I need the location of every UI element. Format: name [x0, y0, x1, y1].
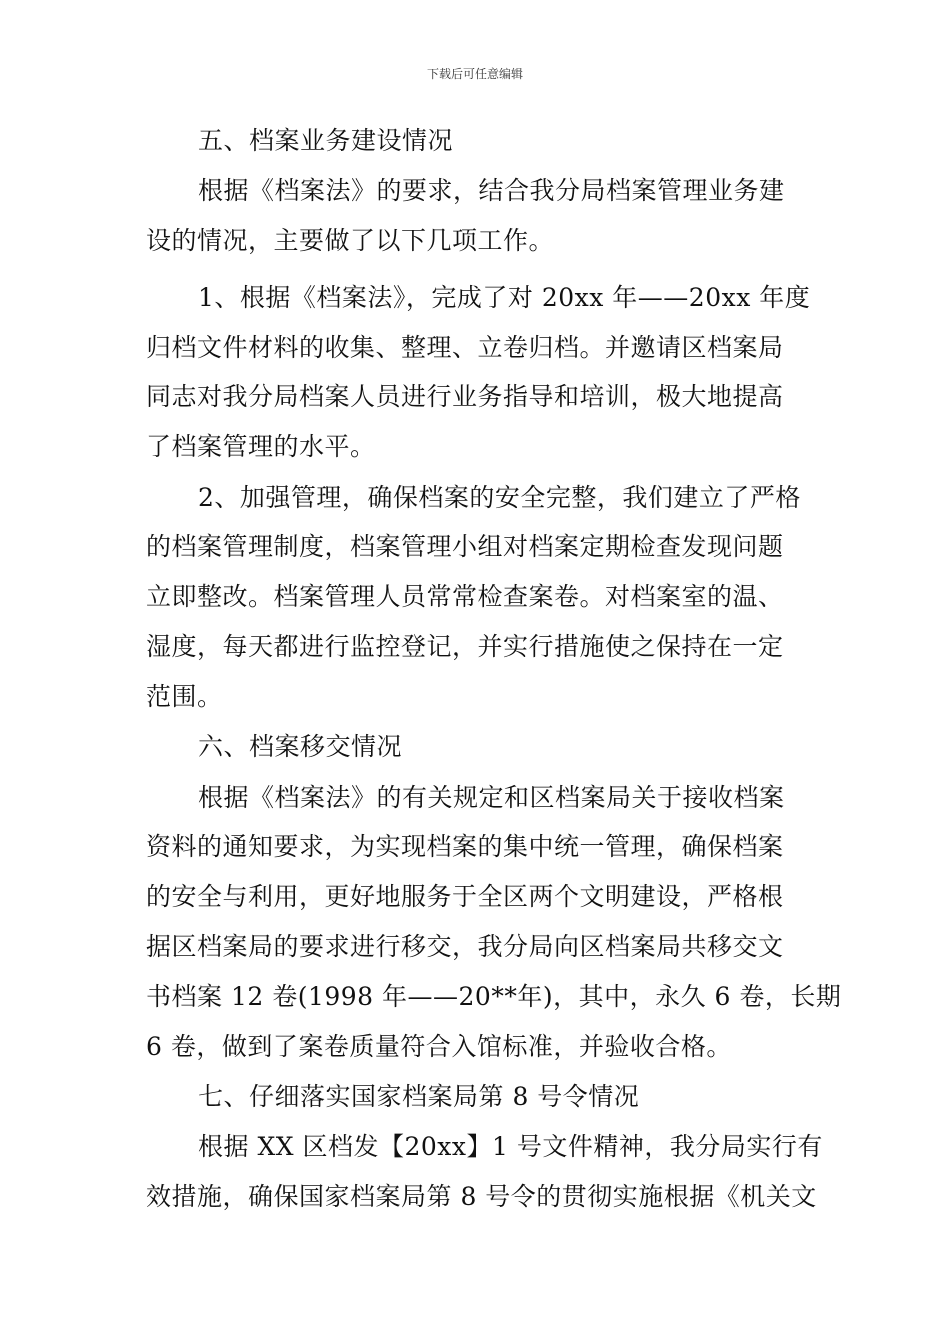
paragraph-line: 2、加强管理，确保档案的安全完整，我们建立了严格: [198, 483, 801, 512]
paragraph-line: 效措施，确保国家档案局第 8 号令的贯彻实施根据《机关文: [146, 1182, 817, 1211]
paragraph-line: 据区档案局的要求进行移交，我分局向区档案局共移交文: [146, 932, 784, 961]
paragraph-line: 6 卷，做到了案卷质量符合入馆标准，并验收合格。: [146, 1032, 732, 1061]
paragraph-line: 根据《档案法》的要求，结合我分局档案管理业务建: [198, 176, 785, 205]
paragraph-line: 设的情况，主要做了以下几项工作。: [146, 226, 555, 255]
paragraph-line: 根据《档案法》的有关规定和区档案局关于接收档案: [198, 783, 785, 812]
paragraph-line: 1、根据《档案法》，完成了对 20xx 年——20xx 年度: [198, 283, 811, 312]
paragraph-line: 资料的通知要求，为实现档案的集中统一管理，确保档案: [146, 832, 784, 861]
paragraph-line: 湿度，每天都进行监控登记，并实行措施使之保持在一定: [146, 632, 784, 661]
paragraph-line: 了档案管理的水平。: [146, 432, 376, 461]
paragraph-line: 归档文件材料的收集、整理、立卷归档。并邀请区档案局: [146, 333, 784, 362]
paragraph-line: 同志对我分局档案人员进行业务指导和培训，极大地提高: [146, 382, 784, 411]
paragraph-line: 的安全与利用，更好地服务于全区两个文明建设，严格根: [146, 882, 784, 911]
paragraph-line: 的档案管理制度，档案管理小组对档案定期检查发现问题: [146, 532, 784, 561]
section-heading-5: 五、档案业务建设情况: [198, 126, 454, 155]
paragraph-line: 范围。: [146, 682, 223, 711]
paragraph-line: 立即整改。档案管理人员常常检查案卷。对档案室的温、: [146, 582, 784, 611]
paragraph-line: 书档案 12 卷(1998 年——20**年)，其中，永久 6 卷，长期: [146, 982, 842, 1011]
paragraph-line: 根据 XX 区档发【20xx】1 号文件精神，我分局实行有: [198, 1132, 823, 1161]
section-heading-6: 六、档案移交情况: [198, 732, 403, 761]
section-heading-7: 七、仔细落实国家档案局第 8 号令情况: [198, 1082, 640, 1111]
page-header-note: 下载后可任意编辑: [426, 67, 523, 81]
